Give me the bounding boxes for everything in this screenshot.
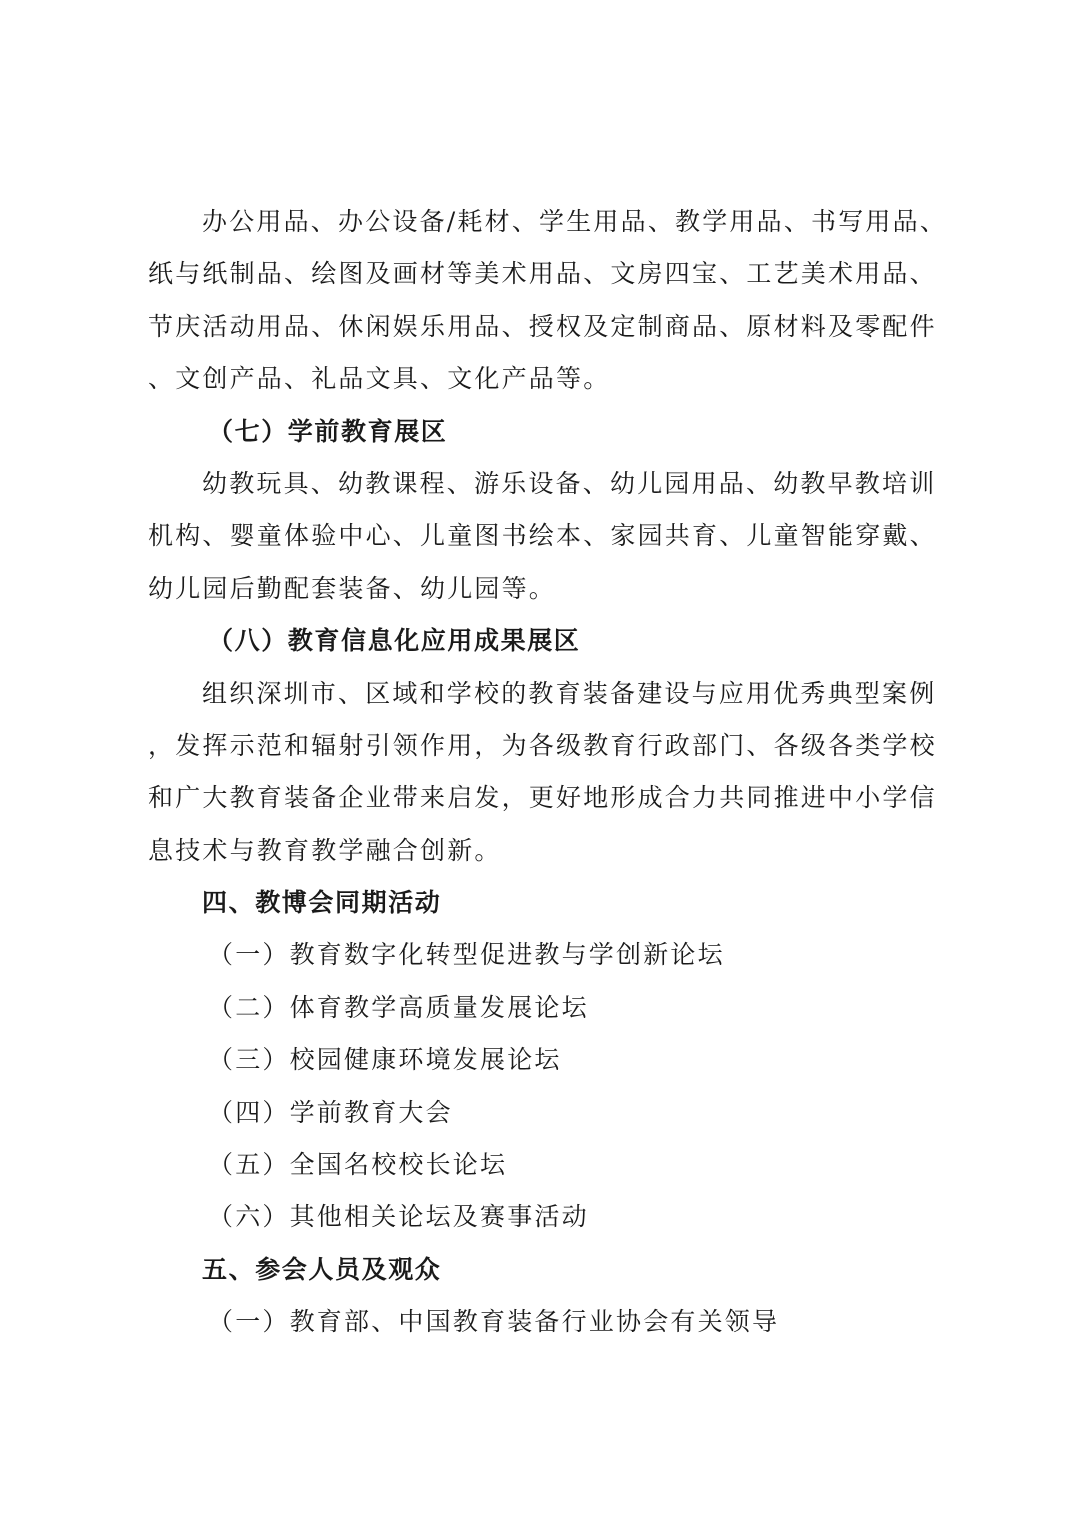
heading-4: 四、教博会同期活动 — [202, 888, 442, 918]
text-line: 幼儿园后勤配套装备、幼儿园等。 — [148, 573, 557, 603]
list-item: （一）教育部、中国教育装备行业协会有关领导 — [208, 1307, 780, 1337]
activities-list — [148, 929, 948, 1243]
paragraph-informatization — [148, 668, 948, 878]
text-line: 纸与纸制品、绘图及画材等美术用品、文房四宝、工艺美术用品、 — [148, 259, 937, 289]
text-line: 息技术与教育教学融合创新。 — [148, 835, 502, 865]
section-8-title: （八）教育信息化应用成果展区 — [208, 626, 581, 656]
list-item: （二）体育教学高质量发展论坛 — [208, 992, 589, 1022]
text-line: 和广大教育装备企业带来启发，更好地形成合力共同推进中小学信 — [148, 783, 937, 813]
text-line: 组织深圳市、区域和学校的教育装备建设与应用优秀典型案例 — [202, 678, 937, 708]
paragraph-supplies — [148, 196, 948, 406]
heading-5: 五、参会人员及观众 — [202, 1254, 442, 1284]
attendees-list — [148, 1296, 948, 1348]
text-line: 幼教玩具、幼教课程、游乐设备、幼儿园用品、幼教早教培训 — [202, 468, 937, 498]
list-item: （五）全国名校校长论坛 — [208, 1150, 508, 1180]
document-body — [148, 196, 948, 1349]
list-item: （一）教育数字化转型促进教与学创新论坛 — [208, 940, 725, 970]
text-line: ，发挥示范和辐射引领作用，为各级教育行政部门、各级各类学校 — [148, 730, 937, 760]
text-line: 机构、婴童体验中心、儿童图书绘本、家园共育、儿童智能穿戴、 — [148, 521, 937, 551]
text-line: 、文创产品、礼品文具、文化产品等。 — [148, 364, 611, 394]
section-7-title: （七）学前教育展区 — [208, 416, 448, 446]
list-item: （三）校园健康环境发展论坛 — [208, 1045, 562, 1075]
text-line: 办公用品、办公设备/耗材、学生用品、教学用品、书写用品、 — [202, 207, 948, 236]
list-item: （六）其他相关论坛及赛事活动 — [208, 1202, 589, 1232]
text-line: 节庆活动用品、休闲娱乐用品、授权及定制商品、原材料及零配件 — [148, 311, 937, 341]
list-item: （四）学前教育大会 — [208, 1097, 453, 1127]
paragraph-preschool — [148, 458, 948, 615]
